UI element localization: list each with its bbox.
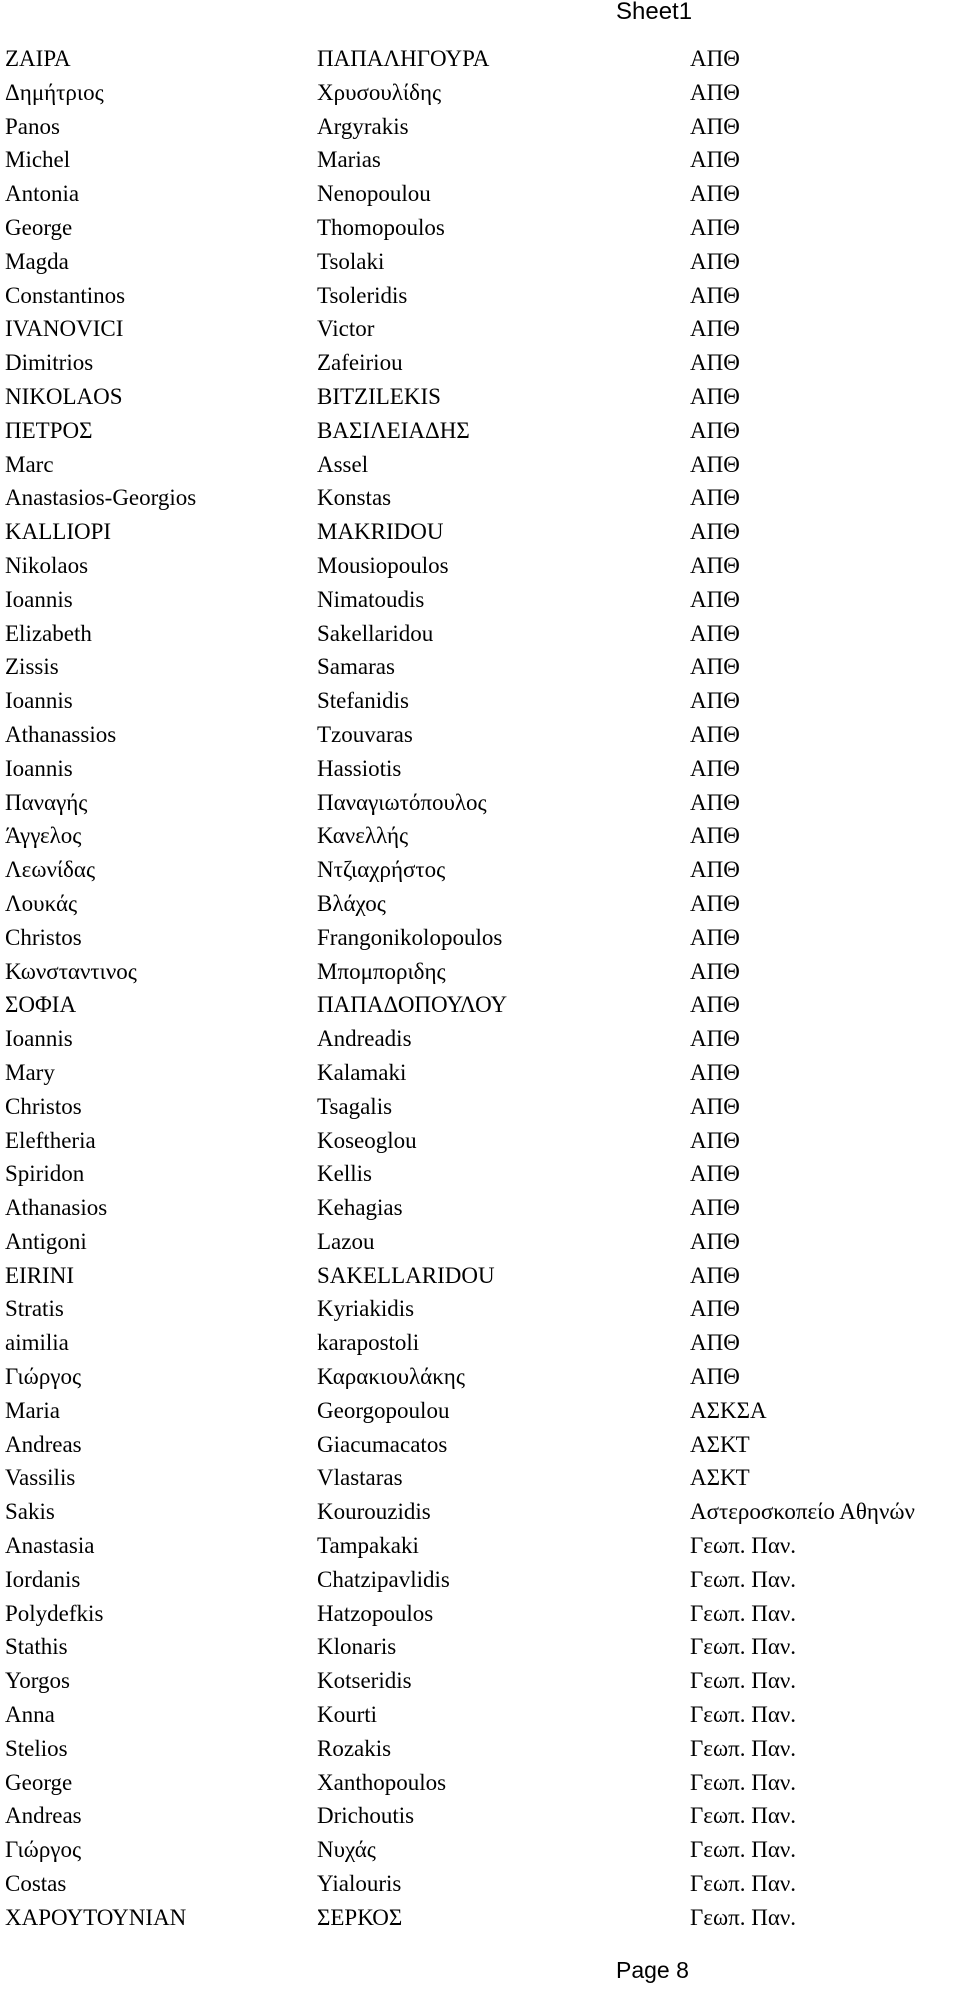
- first-name-cell: Maria: [5, 1397, 60, 1423]
- table-row: [0, 1766, 960, 1800]
- last-name-cell: Marias: [317, 147, 381, 173]
- last-name-cell: Lazou: [317, 1228, 375, 1254]
- table-row: [0, 1732, 960, 1766]
- last-name-cell: Argyrakis: [317, 113, 409, 139]
- institution-cell: ΑΠΘ: [690, 350, 740, 376]
- institution-cell: ΑΠΘ: [690, 282, 740, 308]
- institution-cell: ΑΠΘ: [690, 857, 740, 883]
- institution-cell: ΑΠΘ: [690, 147, 740, 173]
- last-name-cell: Ντζιαχρήστος: [317, 857, 446, 883]
- last-name-cell: Tsoleridis: [317, 282, 408, 308]
- last-name-cell: SAKELLARIDOU: [317, 1262, 495, 1288]
- institution-cell: ΑΠΘ: [690, 485, 740, 511]
- last-name-cell: Kehagias: [317, 1195, 403, 1221]
- institution-cell: ΑΠΘ: [690, 181, 740, 207]
- first-name-cell: Iordanis: [5, 1566, 81, 1592]
- first-name-cell: ΖΑΙΡΑ: [5, 46, 71, 71]
- last-name-cell: Μπομποριδης: [317, 958, 446, 984]
- table-row: [0, 853, 960, 887]
- last-name-cell: Χρυσουλίδης: [317, 79, 442, 105]
- table-row: [0, 684, 960, 718]
- first-name-cell: Άγγελος: [5, 823, 82, 849]
- table-row: [0, 1225, 960, 1259]
- last-name-cell: Assel: [317, 451, 369, 477]
- first-name-cell: Athanasios: [5, 1195, 108, 1221]
- table-row: [0, 786, 960, 820]
- institution-cell: ΑΠΘ: [690, 1262, 740, 1288]
- first-name-cell: Anastasia: [5, 1533, 95, 1559]
- table-row: [0, 1563, 960, 1597]
- institution-cell: Γεωπ. Παν.: [690, 1904, 797, 1930]
- last-name-cell: Konstas: [317, 485, 392, 511]
- institution-cell: ΑΣΚΤ: [690, 1465, 750, 1491]
- table-row: [0, 1833, 960, 1867]
- institution-cell: Γεωπ. Παν.: [690, 1600, 797, 1626]
- first-name-cell: Antonia: [5, 181, 80, 207]
- table-row: [0, 1698, 960, 1732]
- institution-cell: ΑΠΘ: [690, 248, 740, 274]
- last-name-cell: Tzouvaras: [317, 721, 413, 747]
- last-name-cell: Giacumacatos: [317, 1431, 448, 1457]
- first-name-cell: Panos: [5, 113, 60, 139]
- table-row: [0, 752, 960, 786]
- table-row: [0, 1630, 960, 1664]
- last-name-cell: Kyriakidis: [317, 1296, 415, 1322]
- first-name-cell: Sakis: [5, 1499, 55, 1525]
- institution-cell: ΑΠΘ: [690, 113, 740, 139]
- institution-cell: ΑΠΘ: [690, 654, 740, 680]
- institution-cell: ΑΠΘ: [690, 383, 740, 409]
- institution-cell: Γεωπ. Παν.: [690, 1803, 797, 1829]
- last-name-cell: Kellis: [317, 1161, 372, 1187]
- table-row: [0, 1597, 960, 1631]
- table-row: [0, 110, 960, 144]
- last-name-cell: ΣΕΡΚΟΣ: [317, 1904, 403, 1930]
- table-row: [0, 515, 960, 549]
- first-name-cell: Ioannis: [5, 688, 73, 714]
- first-name-cell: Andreas: [5, 1803, 82, 1829]
- table-row: [0, 1056, 960, 1090]
- first-name-cell: Vassilis: [5, 1465, 76, 1491]
- institution-cell: ΑΠΘ: [690, 214, 740, 240]
- last-name-cell: Tsagalis: [317, 1093, 393, 1119]
- institution-cell: ΑΠΘ: [690, 1059, 740, 1085]
- last-name-cell: Tampakaki: [317, 1533, 419, 1559]
- table-row: [0, 1461, 960, 1495]
- first-name-cell: ΧΑΡΟΥΤΟΥΝΙΑΝ: [5, 1904, 187, 1930]
- first-name-cell: Nikolaos: [5, 552, 89, 578]
- first-name-cell: George: [5, 1769, 73, 1795]
- institution-cell: ΑΠΘ: [690, 417, 740, 443]
- last-name-cell: Nimatoudis: [317, 586, 425, 612]
- last-name-cell: Καρακιουλάκης: [317, 1364, 465, 1390]
- table-row: [0, 1022, 960, 1056]
- first-name-cell: IVANOVICI: [5, 316, 124, 342]
- last-name-cell: ΠΑΠΑΔΟΠΟΥΛΟΥ: [317, 992, 508, 1018]
- institution-cell: ΑΠΘ: [690, 789, 740, 815]
- institution-cell: ΑΠΘ: [690, 519, 740, 545]
- first-name-cell: KALLIOPI: [5, 519, 112, 545]
- first-name-cell: Michel: [5, 147, 71, 173]
- table-row: [0, 143, 960, 177]
- table-row: [0, 279, 960, 313]
- table-row: [0, 718, 960, 752]
- last-name-cell: Nenopoulou: [317, 181, 431, 207]
- institution-cell: ΑΠΘ: [690, 620, 740, 646]
- first-name-cell: Athanassios: [5, 721, 117, 747]
- institution-cell: ΑΠΘ: [690, 1026, 740, 1052]
- table-row: [0, 177, 960, 211]
- institution-cell: ΑΠΘ: [690, 1195, 740, 1221]
- institution-cell: Γεωπ. Παν.: [690, 1871, 797, 1897]
- table-row: [0, 1090, 960, 1124]
- institution-cell: ΑΠΘ: [690, 1364, 740, 1390]
- first-name-cell: Christos: [5, 924, 82, 950]
- table-row: [0, 1292, 960, 1326]
- first-name-cell: Ioannis: [5, 586, 73, 612]
- last-name-cell: Victor: [317, 316, 375, 342]
- last-name-cell: Kotseridis: [317, 1668, 412, 1694]
- table-row: [0, 211, 960, 245]
- last-name-cell: Tsolaki: [317, 248, 385, 274]
- last-name-cell: Koseoglou: [317, 1127, 417, 1153]
- table-row: [0, 1495, 960, 1529]
- table-row: [0, 617, 960, 651]
- institution-cell: ΑΠΘ: [690, 688, 740, 714]
- last-name-cell: Andreadis: [317, 1026, 412, 1052]
- first-name-cell: NIKOLAOS: [5, 383, 123, 409]
- table-row: [0, 955, 960, 989]
- table-row: [0, 1259, 960, 1293]
- last-name-cell: Mousiopoulos: [317, 552, 449, 578]
- first-name-cell: Dimitrios: [5, 350, 94, 376]
- institution-cell: ΑΠΘ: [690, 992, 740, 1018]
- first-name-cell: aimilia: [5, 1330, 69, 1356]
- last-name-cell: Xanthopoulos: [317, 1769, 447, 1795]
- institution-cell: ΑΠΘ: [690, 958, 740, 984]
- last-name-cell: karapostoli: [317, 1330, 420, 1356]
- table-row: [0, 1157, 960, 1191]
- last-name-cell: Frangonikolopoulos: [317, 924, 503, 950]
- institution-cell: ΑΠΘ: [690, 1330, 740, 1356]
- table-row: [0, 481, 960, 515]
- institution-cell: ΑΣΚΣΑ: [690, 1397, 767, 1423]
- last-name-cell: Rozakis: [317, 1735, 392, 1761]
- first-name-cell: Ioannis: [5, 1026, 73, 1052]
- last-name-cell: Klonaris: [317, 1634, 397, 1660]
- table-row: [0, 346, 960, 380]
- last-name-cell: Kourti: [317, 1702, 378, 1728]
- table-row: [0, 819, 960, 853]
- institution-cell: Αστεροσκοπείο Αθηνών: [690, 1499, 915, 1525]
- first-name-cell: Mary: [5, 1059, 55, 1085]
- last-name-cell: Kourouzidis: [317, 1499, 431, 1525]
- institution-cell: ΑΣΚΤ: [690, 1431, 750, 1457]
- table-row: [0, 1394, 960, 1428]
- last-name-cell: BITZILEKIS: [317, 383, 441, 409]
- table-row: [0, 921, 960, 955]
- first-name-cell: Anna: [5, 1702, 55, 1728]
- table-row: [0, 1901, 960, 1935]
- institution-cell: Γεωπ. Παν.: [690, 1769, 797, 1795]
- first-name-cell: Λουκάς: [5, 890, 78, 916]
- table-row: [0, 650, 960, 684]
- table-row: [0, 1529, 960, 1563]
- first-name-cell: Γιώργος: [5, 1837, 82, 1863]
- institution-cell: Γεωπ. Παν.: [690, 1668, 797, 1694]
- table-row: [0, 887, 960, 921]
- first-name-cell: George: [5, 214, 73, 240]
- first-name-cell: Γιώργος: [5, 1364, 82, 1390]
- first-name-cell: Christos: [5, 1093, 82, 1119]
- institution-cell: Γεωπ. Παν.: [690, 1634, 797, 1660]
- last-name-cell: Παναγιωτόπουλος: [317, 789, 487, 815]
- institution-cell: ΑΠΘ: [690, 316, 740, 342]
- institution-cell: ΑΠΘ: [690, 890, 740, 916]
- table-row: [0, 1124, 960, 1158]
- last-name-cell: ΒΑΣΙΛΕΙΑΔΗΣ: [317, 417, 470, 443]
- last-name-cell: Βλάχος: [317, 890, 386, 916]
- institution-cell: ΑΠΘ: [690, 451, 740, 477]
- institution-cell: ΑΠΘ: [690, 552, 740, 578]
- last-name-cell: Chatzipavlidis: [317, 1566, 450, 1592]
- table-row: [0, 380, 960, 414]
- first-name-cell: ΠΕΤΡΟΣ: [5, 417, 93, 443]
- last-name-cell: Thomopoulos: [317, 214, 445, 240]
- first-name-cell: EIRINI: [5, 1262, 74, 1288]
- first-name-cell: Zissis: [5, 654, 59, 680]
- first-name-cell: Κωνσταντινος: [5, 958, 137, 984]
- table-row: [0, 448, 960, 482]
- first-name-cell: Δημήτριος: [5, 79, 104, 105]
- name-table: [0, 42, 960, 1935]
- first-name-cell: Stathis: [5, 1634, 68, 1660]
- last-name-cell: Hatzopoulos: [317, 1600, 434, 1626]
- last-name-cell: MAKRIDOU: [317, 519, 444, 545]
- table-row: [0, 1867, 960, 1901]
- first-name-cell: Polydefkis: [5, 1600, 104, 1626]
- first-name-cell: ΣΟΦΙΑ: [5, 992, 77, 1018]
- last-name-cell: Κανελλής: [317, 823, 409, 849]
- last-name-cell: Sakellaridou: [317, 620, 434, 646]
- institution-cell: ΑΠΘ: [690, 1161, 740, 1187]
- page-number: Page 8: [616, 1957, 689, 1983]
- table-row: [0, 583, 960, 617]
- last-name-cell: ΠΑΠΑΛΗΓΟΥΡΑ: [317, 46, 490, 71]
- table-row: [0, 549, 960, 583]
- first-name-cell: Andreas: [5, 1431, 82, 1457]
- table-row: [0, 988, 960, 1022]
- institution-cell: ΑΠΘ: [690, 1296, 740, 1322]
- institution-cell: ΑΠΘ: [690, 755, 740, 781]
- first-name-cell: Marc: [5, 451, 54, 477]
- sheet-title: Sheet1: [616, 0, 693, 25]
- institution-cell: Γεωπ. Παν.: [690, 1837, 797, 1863]
- first-name-cell: Λεωνίδας: [5, 857, 96, 883]
- first-name-cell: Παναγής: [5, 789, 88, 815]
- last-name-cell: Zafeiriou: [317, 350, 403, 376]
- table-row: [0, 1360, 960, 1394]
- last-name-cell: Vlastaras: [317, 1465, 403, 1491]
- institution-cell: ΑΠΘ: [690, 924, 740, 950]
- table-row: [0, 1664, 960, 1698]
- first-name-cell: Constantinos: [5, 282, 126, 308]
- last-name-cell: Νυχάς: [317, 1837, 376, 1863]
- institution-cell: ΑΠΘ: [690, 1228, 740, 1254]
- institution-cell: ΑΠΘ: [690, 46, 740, 71]
- last-name-cell: Hassiotis: [317, 755, 402, 781]
- first-name-cell: Stratis: [5, 1296, 64, 1322]
- first-name-cell: Magda: [5, 248, 69, 274]
- first-name-cell: Elizabeth: [5, 620, 92, 646]
- last-name-cell: Drichoutis: [317, 1803, 415, 1829]
- institution-cell: ΑΠΘ: [690, 79, 740, 105]
- table-row: [0, 1326, 960, 1360]
- table-row: [0, 414, 960, 448]
- last-name-cell: Kalamaki: [317, 1059, 407, 1085]
- institution-cell: Γεωπ. Παν.: [690, 1735, 797, 1761]
- first-name-cell: Spiridon: [5, 1161, 85, 1187]
- table-row: [0, 76, 960, 110]
- institution-cell: Γεωπ. Παν.: [690, 1533, 797, 1559]
- institution-cell: ΑΠΘ: [690, 1093, 740, 1119]
- table-row: [0, 1191, 960, 1225]
- institution-cell: ΑΠΘ: [690, 1127, 740, 1153]
- first-name-cell: Costas: [5, 1871, 67, 1897]
- last-name-cell: Yialouris: [317, 1871, 402, 1897]
- first-name-cell: Antigoni: [5, 1228, 87, 1254]
- table-row: [0, 312, 960, 346]
- first-name-cell: Stelios: [5, 1735, 68, 1761]
- table-row: [0, 1799, 960, 1833]
- table-row: [0, 245, 960, 279]
- first-name-cell: Eleftheria: [5, 1127, 96, 1153]
- last-name-cell: Stefanidis: [317, 688, 409, 714]
- institution-cell: ΑΠΘ: [690, 586, 740, 612]
- first-name-cell: Ioannis: [5, 755, 73, 781]
- institution-cell: Γεωπ. Παν.: [690, 1566, 797, 1592]
- table-row: [0, 1428, 960, 1462]
- last-name-cell: Georgopoulou: [317, 1397, 450, 1423]
- first-name-cell: Yorgos: [5, 1668, 71, 1694]
- institution-cell: ΑΠΘ: [690, 823, 740, 849]
- institution-cell: ΑΠΘ: [690, 721, 740, 747]
- last-name-cell: Samaras: [317, 654, 395, 680]
- institution-cell: Γεωπ. Παν.: [690, 1702, 797, 1728]
- first-name-cell: Anastasios-Georgios: [5, 485, 197, 511]
- table-row: [0, 42, 960, 76]
